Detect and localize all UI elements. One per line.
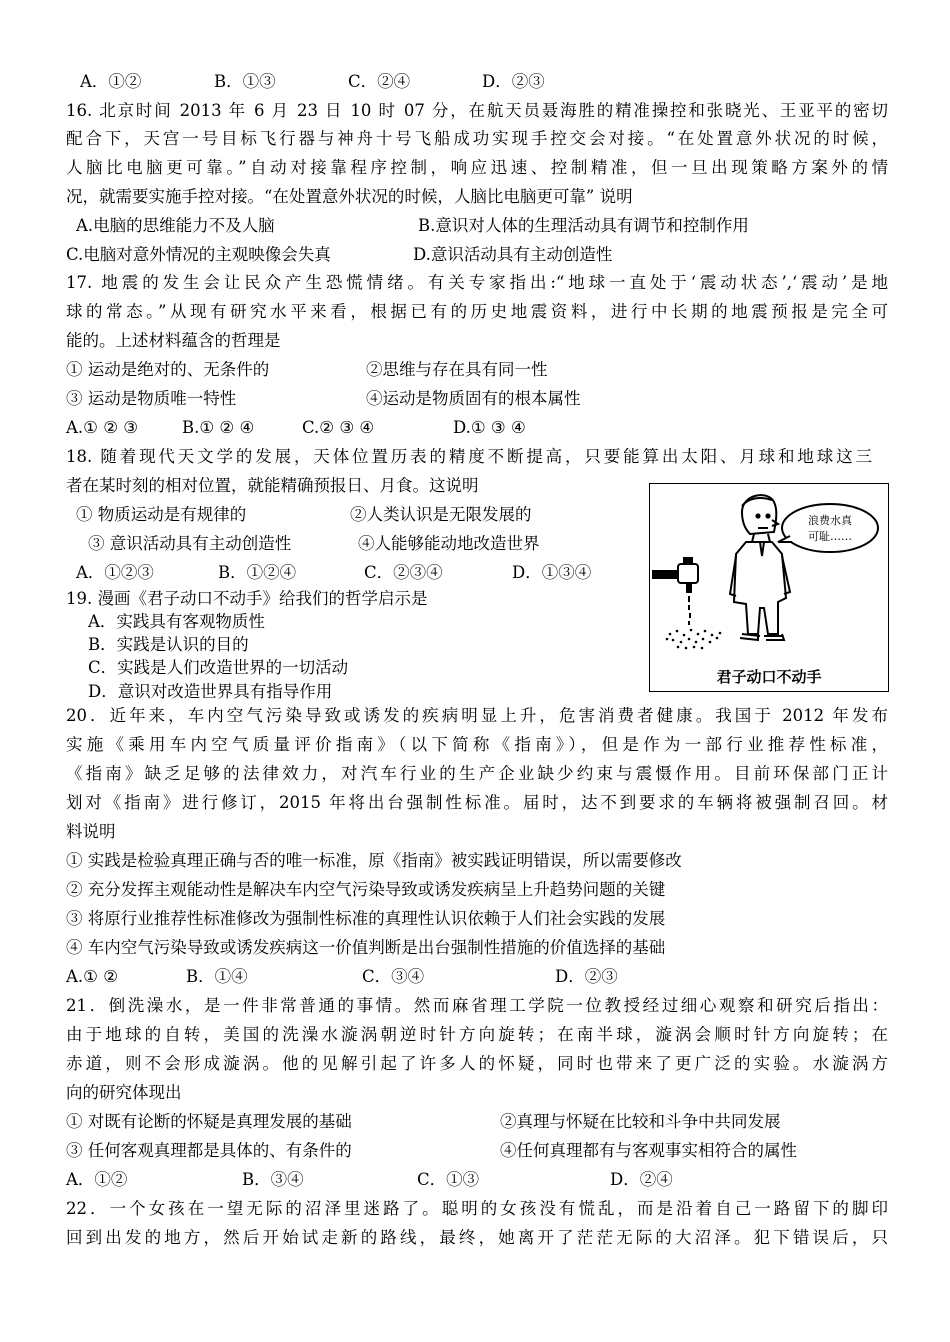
q16-option-d: D.意识活动具有主动创造性 bbox=[413, 245, 613, 264]
q19-option-b: B．实践是认识的目的 bbox=[88, 635, 249, 654]
q18-stem-line: 者在某时刻的相对位置，就能精确预报日、月食。这说明 bbox=[66, 476, 479, 495]
q17-statement: ③ 运动是物质唯一特性 bbox=[66, 389, 237, 408]
speech-bubble-line: 可耻…… bbox=[808, 530, 852, 543]
man-figure bbox=[730, 495, 790, 640]
q20-option-a: A.① ② bbox=[66, 967, 118, 986]
q21-stem-line: 由于地球的自转，美国的洗澡水漩涡朝逆时针方向旋转；在南半球，漩涡会顺时针方向旋转；在 bbox=[66, 1025, 888, 1044]
q20-stem-line: 实施《乘用车内空气质量评价指南》（以下简称《指南》），但是作为一部行业推荐性标准， bbox=[66, 735, 888, 754]
q21-stem-line: 21．倒洗澡水，是一件非常普通的事情。然而麻省理工学院一位教授经过细心观察和研究后指出： bbox=[66, 996, 888, 1015]
q21-statement: ④任何真理都有与客观事实相符合的属性 bbox=[500, 1141, 797, 1160]
water-puddle bbox=[666, 629, 722, 650]
q21-statement: ②真理与怀疑在比较和斗争中共同发展 bbox=[500, 1112, 781, 1131]
q22-stem-line: 22．一个女孩在一望无际的沼泽里迷路了。聪明的女孩没有慌乱，而是沿着自己一路留下的脚印 bbox=[66, 1199, 888, 1218]
q16-option-a: A.电脑的思维能力不及人脑 bbox=[76, 216, 275, 235]
q16-stem-line: 16. 北京时间 2013 年 6 月 23 日 10 时 07 分，在航天员聂海胜的精准操控和张晓光、王亚平的密切 bbox=[66, 101, 888, 120]
q20-stem-line: 料说明 bbox=[66, 822, 116, 841]
q20-option-d: D．②③ bbox=[555, 967, 618, 986]
q18-option-b: B．①②④ bbox=[218, 563, 297, 582]
q18-statement: ① 物质运动是有规律的 bbox=[76, 505, 247, 524]
q21-stem-line: 向的研究体现出 bbox=[66, 1083, 182, 1102]
q17-stem-line: 17. 地震的发生会让民众产生恐慌情绪。有关专家指出:“地球一直处于‘震动状态’,‘震动’是地 bbox=[66, 273, 888, 292]
q16-option-b: B.意识对人体的生理活动具有调节和控制作用 bbox=[418, 216, 749, 235]
q17-option-a: A.① ② ③ bbox=[66, 418, 139, 437]
speech-bubble bbox=[778, 504, 878, 552]
q17-stem-line: 球的常态。”从现有研究水平来看，根据已有的历史地震资料，进行中长期的地震预报是完全可 bbox=[66, 302, 888, 321]
q18-statement: ④人能够能动地改造世界 bbox=[358, 534, 540, 553]
q17-option-d: D.① ③ ④ bbox=[453, 418, 526, 437]
q21-option-b: B．③④ bbox=[242, 1170, 304, 1189]
cartoon-figure bbox=[649, 483, 889, 692]
q15-option-a: A．①② bbox=[80, 72, 142, 91]
faucet-icon bbox=[652, 557, 698, 593]
water-drop-icon bbox=[688, 596, 691, 625]
q20-stem-line: 划对《指南》进行修订，2015 年将出台强制性标准。届时，达不到要求的车辆将被强制召回。材 bbox=[66, 793, 888, 812]
q22-stem-line: 回到出发的地方，然后开始试走新的路线，最终，她离开了茫茫无际的大沼泽。犯下错误后，只 bbox=[66, 1228, 888, 1247]
q16-stem-line: 配合下，天宫一号目标飞行器与神舟十号飞船成功实现手控交会对接。“在处置意外状况的时候， bbox=[66, 129, 888, 148]
q20-option-c: C．③④ bbox=[362, 967, 425, 986]
q20-statement: ② 充分发挥主观能动性是解决车内空气污染导致或诱发疾病呈上升趋势问题的关键 bbox=[66, 880, 666, 899]
q20-statement: ① 实践是检验真理正确与否的唯一标准，原《指南》被实践证明错误，所以需要修改 bbox=[66, 851, 682, 870]
q21-statement: ① 对既有论断的怀疑是真理发展的基础 bbox=[66, 1112, 352, 1131]
q20-statement: ④ 车内空气污染导致或诱发疾病这一价值判断是出台强制性措施的价值选择的基础 bbox=[66, 938, 666, 957]
q15-option-d: D．②③ bbox=[482, 72, 545, 91]
q20-stem-line: 20．近年来，车内空气污染导致或诱发的疾病明显上升，危害消费者健康。我国于 2012 年发布 bbox=[66, 706, 888, 725]
q15-option-b: B．①③ bbox=[214, 72, 276, 91]
q16-option-c: C.电脑对意外情况的主观映像会失真 bbox=[66, 245, 331, 264]
q17-statement: ②思维与存在具有同一性 bbox=[366, 360, 548, 379]
q18-statement: ②人类认识是无限发展的 bbox=[350, 505, 532, 524]
q17-option-c: C.② ③ ④ bbox=[302, 418, 375, 437]
q19-option-c: C．实践是人们改造世界的一切活动 bbox=[88, 658, 349, 677]
q19-option-a: A．实践具有客观物质性 bbox=[88, 612, 265, 631]
q18-option-c: C．②③④ bbox=[364, 563, 443, 582]
q17-statement: ① 运动是绝对的、无条件的 bbox=[66, 360, 270, 379]
q18-statement: ③ 意识活动具有主动创造性 bbox=[88, 534, 292, 553]
speech-bubble-line: 浪费水真 bbox=[808, 514, 852, 527]
q17-stem-line: 能的。上述材料蕴含的哲理是 bbox=[66, 331, 281, 350]
q21-option-c: C．①③ bbox=[417, 1170, 480, 1189]
q20-stem-line: 《指南》缺乏足够的法律效力，对汽车行业的生产企业缺少约束与震慑作用。目前环保部门正计 bbox=[66, 764, 888, 783]
q19-option-d: D．意识对改造世界具有指导作用 bbox=[88, 682, 333, 701]
q18-stem-line: 18. 随着现代天文学的发展，天体位置历表的精度不断提高，只要能算出太阳、月球和地球这三 bbox=[66, 447, 872, 466]
q20-statement: ③ 将原行业推荐性标准修改为强制性标准的真理性认识依赖于人们社会实践的发展 bbox=[66, 909, 666, 928]
q17-option-b: B.① ② ④ bbox=[182, 418, 255, 437]
q21-stem-line: 赤道，则不会形成漩涡。他的见解引起了许多人的怀疑，同时也带来了更广泛的实验。水漩涡方 bbox=[66, 1054, 888, 1073]
q21-option-d: D．②④ bbox=[610, 1170, 673, 1189]
q20-option-b: B．①④ bbox=[186, 967, 248, 986]
q16-stem-line: 人脑比电脑更可靠。”自动对接靠程序控制，响应迅速、控制精准，但一旦出现策略方案外的情 bbox=[66, 158, 888, 177]
cartoon-drawing bbox=[650, 484, 888, 664]
q21-statement: ③ 任何客观真理都是具体的、有条件的 bbox=[66, 1141, 352, 1160]
cartoon-caption: 君子动口不动手 bbox=[716, 668, 822, 686]
q18-option-d: D．①③④ bbox=[512, 563, 592, 582]
q16-stem-line: 况，就需要实施手控对接。“在处置意外状况的时候，人脑比电脑更可靠” 说明 bbox=[66, 187, 633, 206]
q15-option-c: C．②④ bbox=[348, 72, 411, 91]
q18-option-a: A．①②③ bbox=[76, 563, 154, 582]
q21-option-a: A．①② bbox=[66, 1170, 128, 1189]
q17-statement: ④运动是物质固有的根本属性 bbox=[366, 389, 581, 408]
q19-stem: 19. 漫画《君子动口不动手》给我们的哲学启示是 bbox=[66, 589, 428, 608]
